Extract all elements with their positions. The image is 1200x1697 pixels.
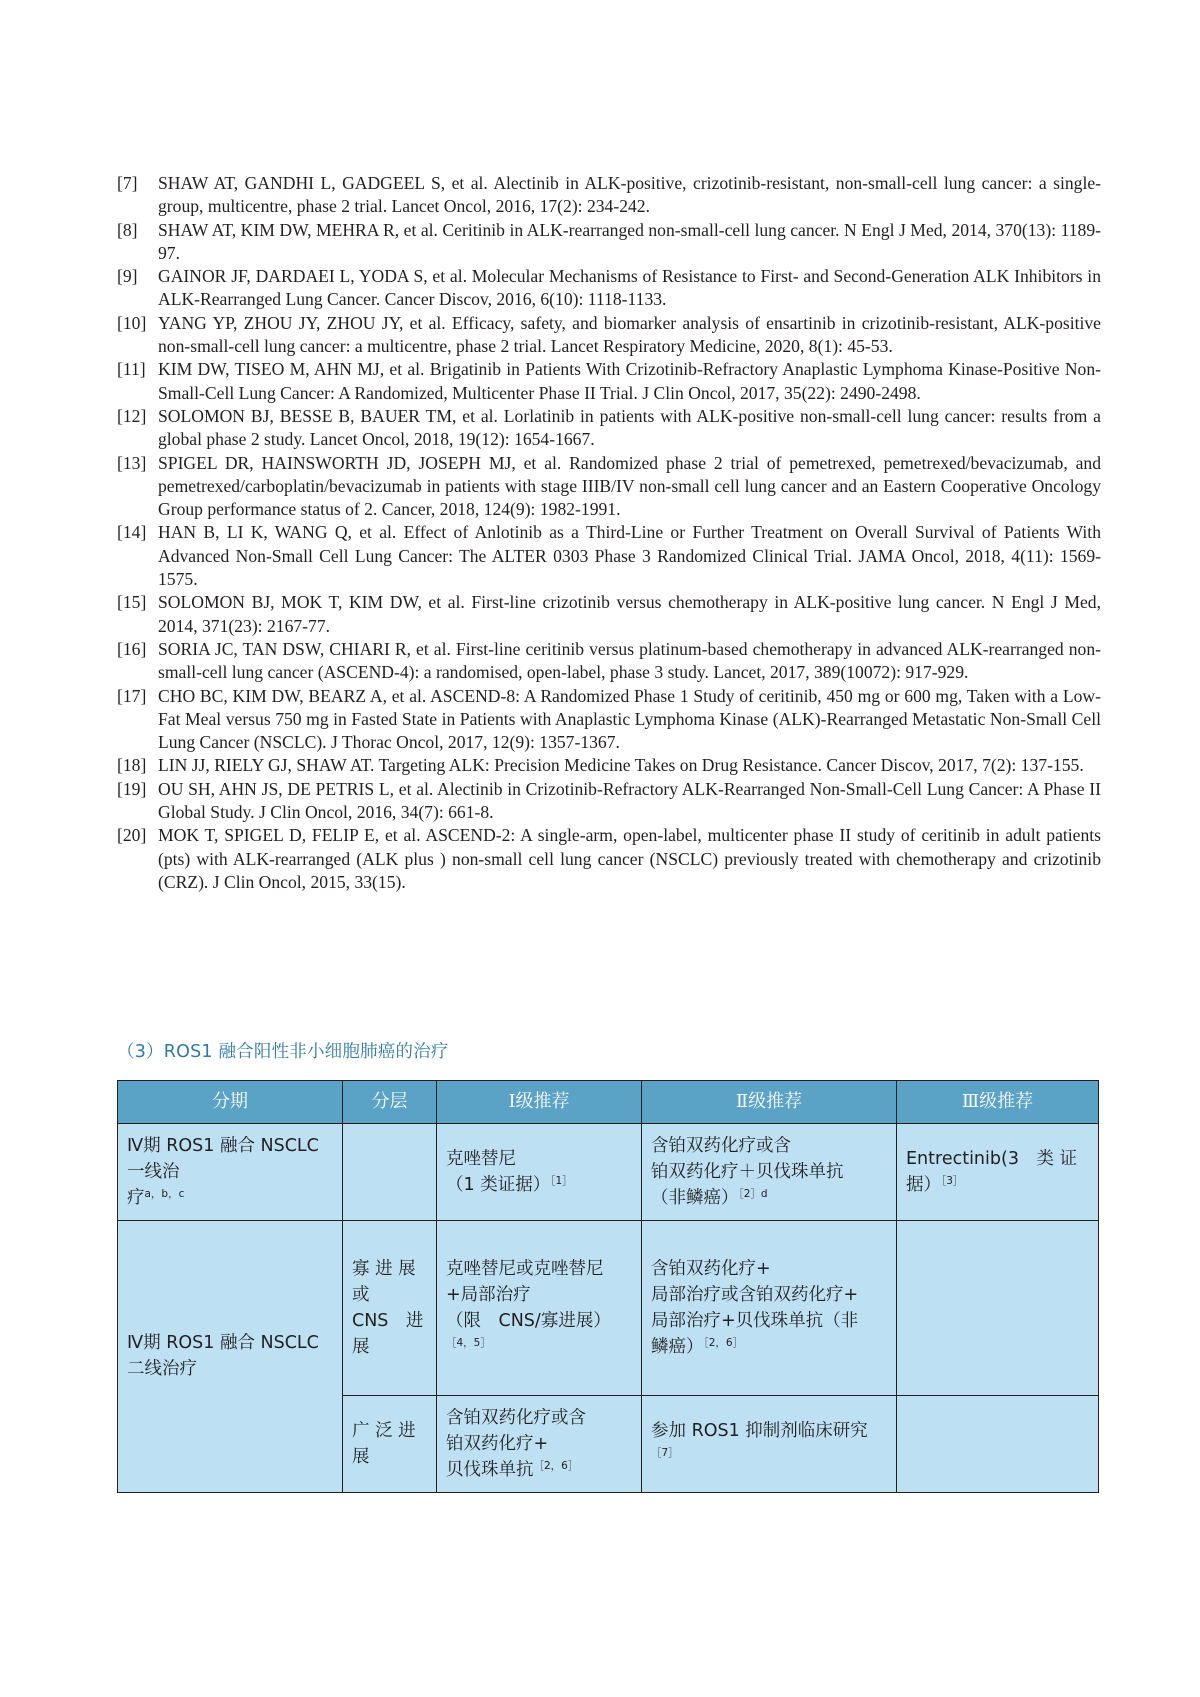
cell-text: 展 [352, 1336, 370, 1357]
header-level1: Ⅰ级推荐 [437, 1081, 642, 1124]
cell-text: 铂双药化疗+ [446, 1434, 549, 1455]
cell-text: 含铂双药化疗或含 [651, 1135, 791, 1156]
table-row [118, 1220, 1099, 1395]
reference-number: [9] [117, 266, 138, 287]
header-stage: 分期 [118, 1081, 343, 1124]
cell-text: 广 泛 进 [352, 1421, 416, 1442]
citation: ［4，5］ [446, 1336, 491, 1349]
cell-level1 [437, 1220, 642, 1395]
reference-number: [11] [117, 359, 146, 380]
reference-item [117, 754, 1101, 777]
reference-item [117, 685, 1101, 755]
cell-text: 疗 [127, 1187, 145, 1208]
citation: ［2，6］ [533, 1460, 579, 1473]
reference-text: SORIA JC, TAN DSW, CHIARI R, et al. First-line ceritinib versus platinum-based chemotherapy in advanced ALK-rearranged non-small-cell lung cancer (ASCEND-4): a randomised, open-label, phase 3 study. Lancet, 2017, 389(10072): 917-929. [158, 638, 1101, 683]
cell-text: 寡 进 展 [352, 1258, 416, 1279]
reference-item [117, 265, 1101, 312]
reference-number: [12] [117, 405, 147, 426]
cell-text: Entrectinib(3 类 证 [906, 1148, 1078, 1169]
footnote-marker: a，b，c [144, 1187, 185, 1200]
cell-text: 含铂双药化疗或含 [446, 1408, 586, 1429]
cell-text: CNS 进 [352, 1310, 424, 1331]
reference-item [117, 312, 1101, 359]
reference-number: [7] [117, 173, 138, 193]
cell-text: 展 [352, 1447, 370, 1468]
reference-text: LIN JJ, RIELY GJ, SHAW AT. Targeting ALK: Precision Medicine Takes on Drug Resistance. Cancer Discov, 2017, 7(2): 137-155. [158, 755, 1084, 776]
reference-item [117, 778, 1101, 825]
cell-text: （1 类证据） [446, 1174, 551, 1195]
table-row [118, 1124, 1099, 1221]
citation: ［2，6］ [703, 1336, 744, 1349]
reference-list [117, 172, 1101, 894]
reference-text: OU SH, AHN JS, DE PETRIS L, et al. Alectinib in Crizotinib-Refractory ALK-Rearranged Non-Small-Cell Lung Cancer: A Phase II Global Study. J Clin Oncol, 2016, 34(7): 661-8. [158, 778, 1101, 823]
citation: ［3］ [941, 1174, 964, 1187]
reference-item [117, 172, 1101, 219]
cell-level3 [897, 1220, 1099, 1395]
citation: ［2］d [738, 1187, 768, 1200]
ros1-treatment-table [117, 1080, 1099, 1493]
reference-item [117, 824, 1101, 894]
header-level2: Ⅱ级推荐 [642, 1081, 897, 1124]
reference-number: [8] [117, 219, 138, 240]
cell-level3 [897, 1396, 1099, 1493]
cell-text: （限 CNS/寡进展） [446, 1310, 611, 1331]
cell-layer [343, 1124, 437, 1221]
reference-number: [20] [117, 825, 147, 846]
reference-item [117, 638, 1101, 685]
reference-text: CHO BC, KIM DW, BEARZ A, et al. ASCEND-8: A Randomized Phase 1 Study of ceritinib, 450 mg or 600 mg, Taken with a Low-Fat Meal versus 750 mg in Fasted State in Patients with Anaplastic Lymphoma Kinase (ALK)-Rearranged Metastatic Non-Small Cell Lung Cancer (NSCLC). J Thorac Oncol, 2017, 12(9): 1357-1367. [158, 685, 1101, 753]
reference-text: MOK T, SPIGEL D, FELIP E, et al. ASCEND-2: A single-arm, open-label, multicenter phase II study of ceritinib in adult patients (pts) with ALK-rearranged (ALK plus ) non-small cell lung cancer (NSCLC) previously treated with chemotherapy and crizotinib (CRZ). J Clin Oncol, 2015, 33(15). [158, 825, 1101, 892]
reference-item [117, 358, 1101, 405]
cell-text: 克唑替尼或克唑替尼 [446, 1258, 604, 1279]
cell-level1 [437, 1396, 642, 1493]
reference-number: [10] [117, 312, 147, 333]
cell-text: 鳞癌） [651, 1336, 704, 1357]
cell-text: 一线治 [127, 1161, 180, 1182]
header-level3: Ⅲ级推荐 [897, 1081, 1099, 1124]
cell-layer-extensive [343, 1396, 437, 1493]
reference-text: KIM DW, TISEO M, AHN MJ, et al. Brigatinib in Patients With Crizotinib-Refractory Anaplastic Lymphoma Kinase-Positive Non-Small-Cell Lung Cancer: A Randomized, Multicenter Phase II Trial. J Clin Oncol, 2017, 35(22): 2490-2498. [158, 359, 1101, 403]
cell-text: 或 [352, 1284, 370, 1305]
cell-text: 参加 ROS1 抑制剂临床研究 [651, 1421, 868, 1442]
table-header-row [118, 1081, 1099, 1124]
reference-item [117, 591, 1101, 638]
reference-number: [18] [117, 755, 147, 776]
citation: ［7］ [651, 1447, 679, 1460]
reference-number: [14] [117, 522, 147, 543]
cell-text: +局部治疗 [446, 1284, 531, 1305]
cell-level1 [437, 1124, 642, 1221]
cell-text: 克唑替尼 [446, 1148, 516, 1169]
reference-number: [17] [117, 685, 147, 706]
cell-text: （非鳞癌） [651, 1187, 739, 1208]
reference-number: [13] [117, 452, 147, 473]
section-title: （3）ROS1 融合阳性非小细胞肺癌的治疗 [117, 1042, 449, 1062]
reference-item [117, 452, 1101, 522]
reference-text: HAN B, LI K, WANG Q, et al. Effect of Anlotinib as a Third-Line or Further Treatment on Overall Survival of Patients With Advanced Non-Small Cell Lung Cancer: The ALTER 0303 Phase 3 Randomized Clinical Trial. JAMA Oncol, 2018, 4(11): 1569-1575. [158, 522, 1101, 590]
citation: ［1］ [550, 1174, 573, 1187]
cell-text: 据） [906, 1174, 941, 1195]
reference-text: SOLOMON BJ, MOK T, KIM DW, et al. First-line crizotinib versus chemotherapy in ALK-positive lung cancer. N Engl J Med, 2014, 371(23): 2167-77. [158, 592, 1101, 636]
cell-level3 [897, 1124, 1099, 1221]
reference-item [117, 521, 1101, 591]
cell-level2 [642, 1396, 897, 1493]
cell-level2 [642, 1220, 897, 1395]
cell-text: Ⅳ期 ROS1 融合 NSCLC [127, 1333, 319, 1354]
cell-text: Ⅳ期 ROS1 融合 NSCLC [127, 1135, 319, 1156]
reference-text: SOLOMON BJ, BESSE B, BAUER TM, et al. Lorlatinib in patients with ALK-positive non-small-cell lung cancer: results from a global phase 2 study. Lancet Oncol, 2018, 19(12): 1654-1667. [158, 405, 1101, 450]
reference-text: GAINOR JF, DARDAEI L, YODA S, et al. Molecular Mechanisms of Resistance to First- and Second-Generation ALK Inhibitors in ALK-Rearranged Lung Cancer. Cancer Discov, 2016, 6(10): 1118-1133. [158, 266, 1101, 310]
cell-text: 二线治疗 [127, 1359, 197, 1380]
cell-stage-first-line [118, 1124, 343, 1221]
reference-text: SHAW AT, KIM DW, MEHRA R, et al. Ceritinib in ALK-rearranged non-small-cell lung cancer. N Engl J Med, 2014, 370(13): 1189-97. [158, 219, 1101, 263]
reference-number: [15] [117, 592, 147, 613]
cell-text: 含铂双药化疗+ [651, 1258, 771, 1279]
reference-text: SPIGEL DR, HAINSWORTH JD, JOSEPH MJ, et al. Randomized phase 2 trial of pemetrexed, pemetrexed/bevacizumab, and pemetrexed/carboplatin/bevacizumab in patients with stage IIIB/IV non-small cell lung cancer and an Eastern Cooperative Oncology Group performance status of 2. Cancer, 2018, 124(9): 1982-1991. [158, 452, 1101, 520]
reference-number: [16] [117, 638, 147, 659]
reference-item [117, 405, 1101, 452]
reference-text: YANG YP, ZHOU JY, ZHOU JY, et al. Efficacy, safety, and biomarker analysis of ensartinib in crizotinib-resistant, ALK-positive non-small-cell lung cancer: a multicentre, phase 2 trial. Lancet Respiratory Medicine, 2020, 8(1): 45-53. [158, 312, 1101, 357]
reference-number: [19] [117, 778, 147, 799]
cell-layer-oligo [343, 1220, 437, 1395]
cell-text: 铂双药化疗＋贝伐珠单抗 [651, 1161, 844, 1182]
cell-text: 贝伐珠单抗 [446, 1460, 534, 1481]
reference-item [117, 219, 1101, 266]
reference-text: SHAW AT, GANDHI L, GADGEEL S, et al. Alectinib in ALK-positive, crizotinib-resistant, non-small-cell lung cancer: a single-group, multicentre, phase 2 trial. Lancet Oncol, 2016, 17(2): 234-242. [158, 173, 1101, 217]
cell-text: 局部治疗+贝伐珠单抗（非 [651, 1310, 859, 1331]
header-layer: 分层 [343, 1081, 437, 1124]
cell-stage-second-line [118, 1220, 343, 1492]
cell-text: 局部治疗或含铂双药化疗+ [651, 1284, 859, 1305]
cell-level2 [642, 1124, 897, 1221]
